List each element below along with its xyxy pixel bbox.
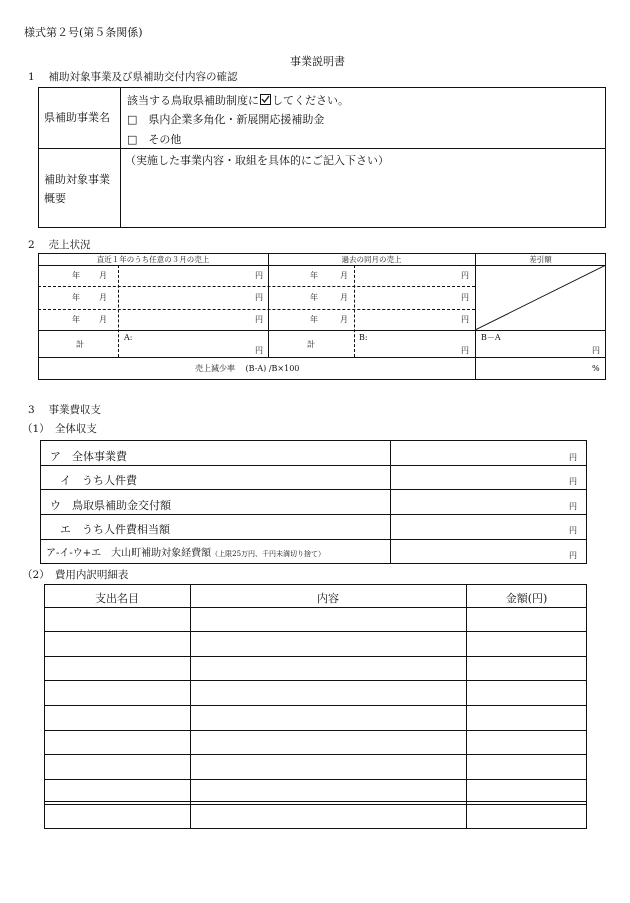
overall-budget-heading: （1） 全体収支	[22, 423, 97, 435]
yen-label: 円	[569, 526, 577, 535]
subsidy-instruction: 該当する鳥取県補助制度に してください。	[127, 94, 349, 107]
subsidy-name-label: 県補助事業名	[44, 111, 110, 124]
month-label: 月	[99, 271, 107, 280]
page-title: 事業説明書	[290, 55, 345, 68]
yen-label: 円	[569, 477, 577, 486]
detail-header-amount: 金額(円)	[505, 592, 548, 605]
overall-row-final: ア-イ-ウ+エ 大山町補助対象経費額（上限25万円、千円未満切り捨て）	[46, 548, 326, 559]
a-label: A:	[124, 333, 133, 342]
yen-label: 円	[569, 502, 577, 511]
yen-label: 円	[569, 551, 577, 560]
month-label: 月	[99, 293, 107, 302]
detail-header-content: 内容	[317, 592, 339, 605]
section3-heading: 3 事業費収支	[28, 404, 102, 416]
col-past-sales-header: 過去の同月の売上	[341, 255, 402, 264]
year-label: 年	[72, 271, 80, 280]
col-recent-sales-header: 直近１年のうち任意の３月の売上	[96, 255, 210, 264]
year-label: 年	[310, 271, 318, 280]
percent-label: %	[592, 364, 600, 373]
project-summary-label-1: 補助対象事業	[44, 173, 110, 186]
checkbox-icon[interactable]: □	[127, 113, 138, 126]
detail-header-category: 支出名目	[95, 592, 139, 605]
yen-label: 円	[255, 293, 263, 302]
section2-heading: 2 売上状況	[28, 239, 91, 251]
yen-label: 円	[255, 315, 263, 324]
yen-label: 円	[592, 346, 600, 355]
yen-label: 円	[461, 315, 469, 324]
total-label: 計	[76, 340, 84, 349]
year-label: 年	[310, 293, 318, 302]
yen-label: 円	[461, 346, 469, 355]
checkbox-icon[interactable]: □	[127, 133, 138, 146]
total-label: 計	[307, 340, 315, 349]
b-label: B:	[359, 333, 368, 342]
month-label: 月	[340, 293, 348, 302]
year-label: 年	[72, 293, 80, 302]
overall-row-e: エ うち人件費相当額	[60, 523, 170, 536]
month-label: 月	[99, 315, 107, 324]
option-2[interactable]: □ その他	[127, 133, 182, 146]
detail-table-heading: （2） 費用内訳明細表	[22, 569, 129, 581]
overall-row-u: ウ 鳥取県補助金交付額	[50, 499, 171, 512]
month-label: 月	[340, 315, 348, 324]
month-label: 月	[340, 271, 348, 280]
yen-label: 円	[569, 453, 577, 462]
col-diff-header: 差引額	[529, 255, 552, 264]
yen-label: 円	[255, 271, 263, 280]
diff-label: B－A	[481, 333, 501, 342]
project-summary-note: （実施した事業内容・取組を具体的にご記入下さい）	[125, 154, 389, 167]
project-summary-label-2: 概要	[44, 192, 66, 205]
yen-label: 円	[255, 346, 263, 355]
yen-label: 円	[461, 271, 469, 280]
decrease-rate-label: 売上減少率 (B-A) /B×100	[195, 364, 300, 373]
overall-row-a: ア 全体事業費	[50, 450, 127, 463]
check-mark-icon	[260, 94, 271, 105]
form-number: 様式第２号(第５条関係)	[24, 26, 143, 39]
section1-heading: 1 補助対象事業及び県補助交付内容の確認	[28, 71, 238, 83]
year-label: 年	[310, 315, 318, 324]
option-1[interactable]: □ 県内企業多角化・新展開応援補助金	[127, 113, 325, 126]
overall-row-i: イ うち人件費	[60, 474, 137, 487]
year-label: 年	[72, 315, 80, 324]
expense-detail-table	[44, 584, 587, 829]
diagonal-strike	[475, 265, 606, 330]
yen-label: 円	[461, 293, 469, 302]
